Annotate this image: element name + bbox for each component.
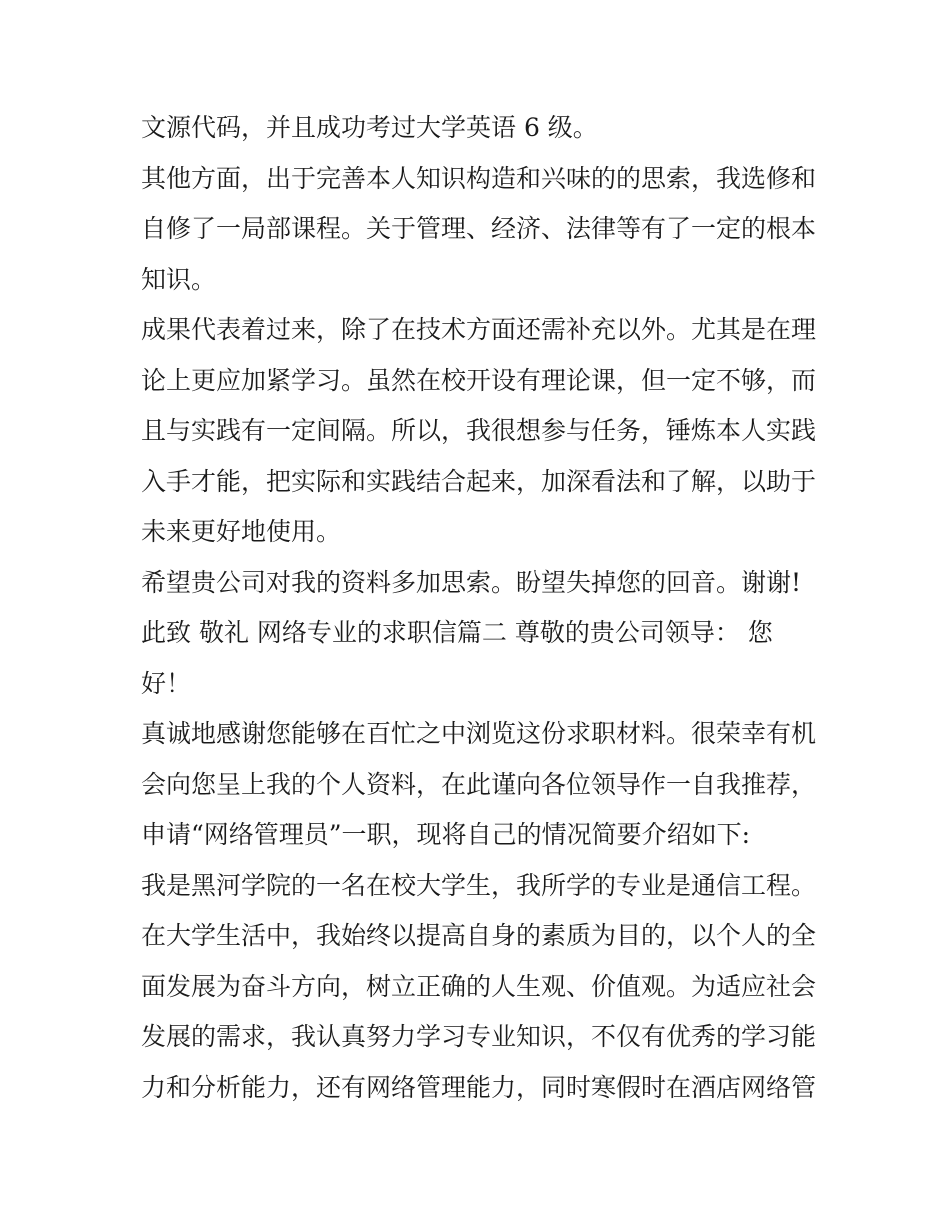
text-line: 文源代码，并且成功考过大学英语 6 级。 [141,113,598,142]
text-line: 知识。 [141,264,217,294]
text-line: 真诚地感谢您能够在百忙之中浏览这份求职材料。很荣幸有机 [141,719,817,748]
text-line: 论上更应加紧学习。虽然在校开设有理论课，但一定不够，而 [141,365,817,395]
text-line: 我是黑河学院的一名在校大学生，我所学的专业是通信工程。 [141,870,817,900]
text-line: 在大学生活中，我始终以提高自身的素质为目的，以个人的全 [141,921,817,950]
text-line: 希望贵公司对我的资料多加思索。盼望失掉您的回音。谢谢! [141,567,802,597]
text-line: 申请“网络管理员”一职，现将自己的情况简要介绍如下: [141,820,750,849]
text-line: 好！ [141,668,192,698]
text-line: 自修了一局部课程。关于管理、经济、法律等有了一定的根本 [141,214,817,243]
text-line: 且与实践有一定间隔。所以，我很想参与任务，锤炼本人实践 [141,416,817,445]
text-line: 力和分析能力，还有网络管理能力，同时寒假时在酒店网络管 [141,1072,817,1102]
text-line: 会向您呈上我的个人资料，在此谨向各位领导作一自我推荐， [141,769,817,799]
text-line: 此致 敬礼 网络专业的求职信篇二 尊敬的贵公司领导： 您 [141,618,773,647]
text-line: 未来更好地使用。 [141,517,342,546]
text-line: 入手才能，把实际和实践结合起来，加深看法和了解，以助于 [141,466,817,496]
text-line: 发展的需求，我认真努力学习专业知识，不仅有优秀的学习能 [141,1022,817,1051]
document-body [141,103,821,1113]
text-line: 面发展为奋斗方向，树立正确的人生观、价值观。为适应社会 [141,971,817,1001]
text-line: 成果代表着过来，除了在技术方面还需补充以外。尤其是在理 [141,315,817,344]
text-line: 其他方面，出于完善本人知识构造和兴味的的思索，我选修和 [141,163,817,193]
